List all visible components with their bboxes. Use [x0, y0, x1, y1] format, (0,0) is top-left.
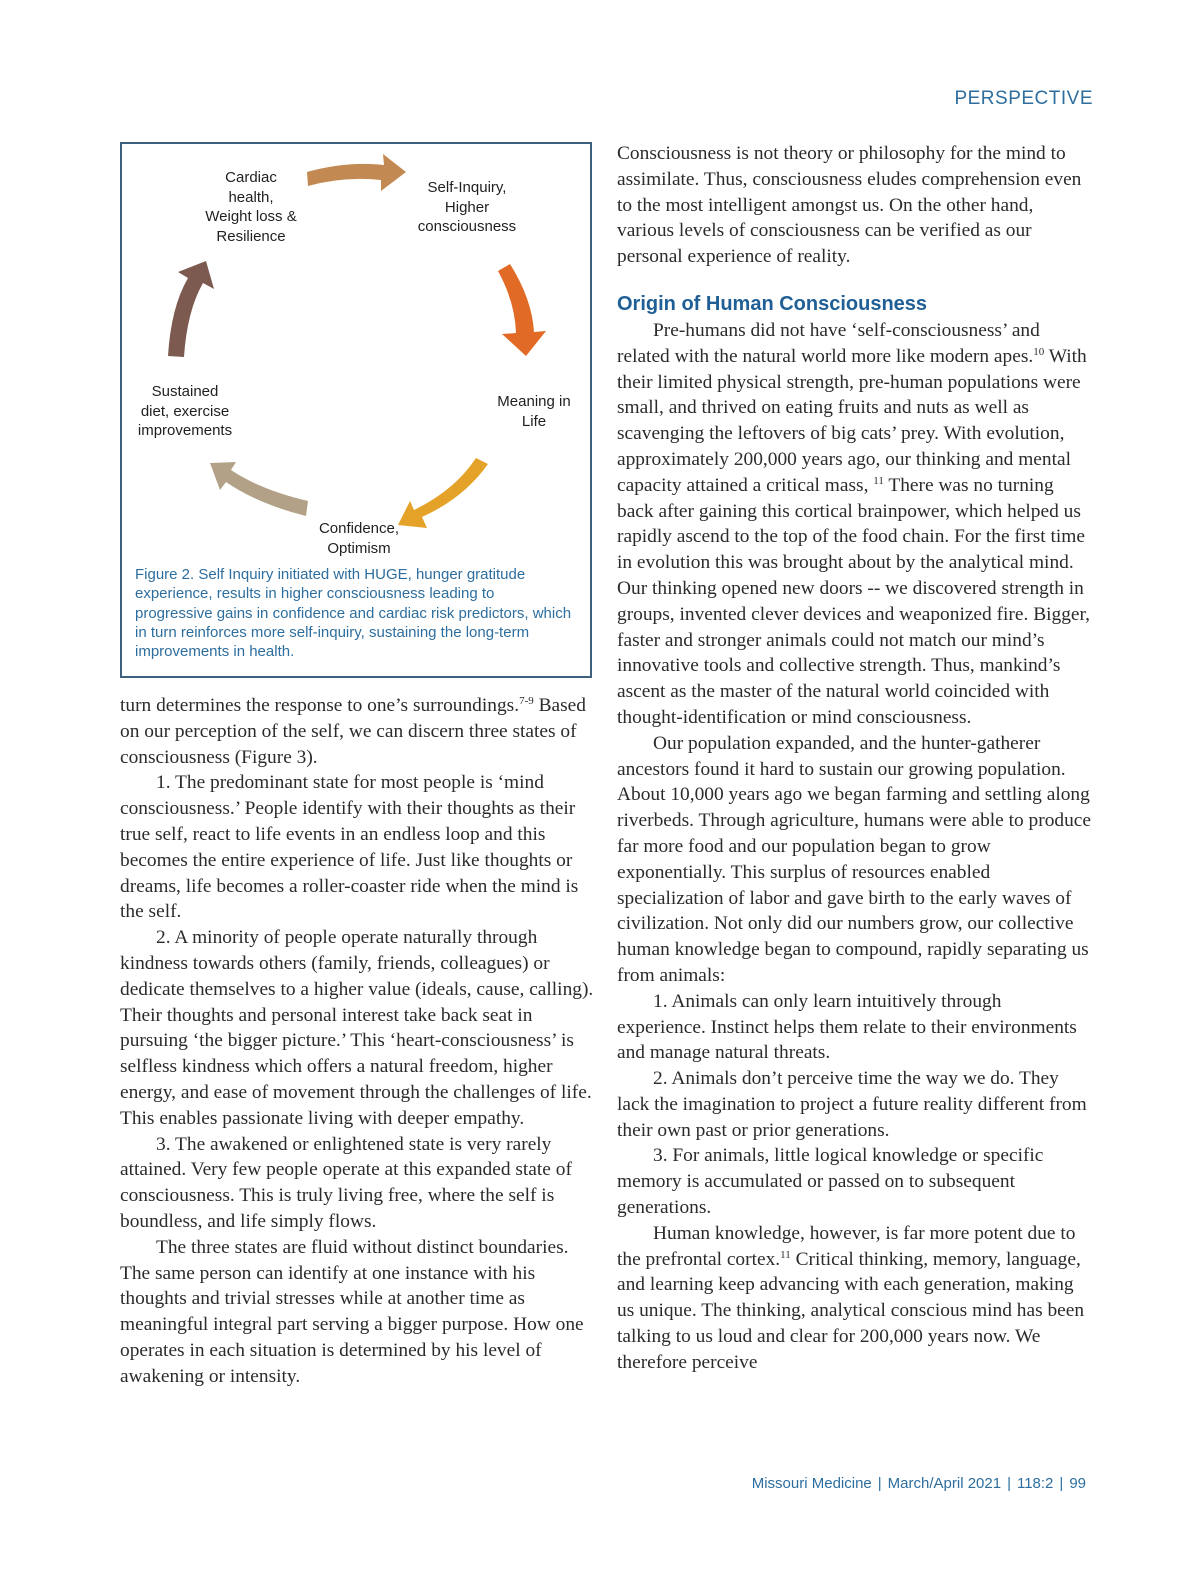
reference-11: 11: [873, 474, 884, 487]
left-paragraph-2: 1. The predominant state for most people is ‘mind consciousness.’ People identify with their thoughts as their true self, react to life events in an endless loop and this becomes the entire experience of life. Just like thoughts or dreams, life becomes a roller-coaster ride when the mind is the self.: [120, 772, 579, 923]
node-confidence: [304, 519, 414, 558]
text-run: Human knowledge, however, is far more potent due to the prefrontal cortex.: [617, 1222, 1076, 1270]
page-number: 99: [1069, 1475, 1086, 1492]
separator: |: [1059, 1475, 1064, 1492]
node-self-inquiry-label: Self-Inquiry, Higher consciousness: [417, 179, 517, 235]
arrow-to-sustained: [210, 462, 308, 516]
section-heading: Origin of Human Consciousness: [617, 292, 928, 315]
separator: |: [1007, 1475, 1011, 1492]
right-paragraph-4: 1. Animals can only learn intuitively through experience. Instinct helps them relate to their environments and manage natural threats.: [617, 990, 1077, 1064]
text-run: Pre-humans did not have ‘self-consciousness’ and related with the natural world more like modern apes.: [617, 319, 1040, 367]
text-run: Critical thinking, memory, language, and learning keep advancing with each generation, making us unique. The thinking, analytical conscious mind has been talking to us loud and clear for 200,000 years now. We therefore perceive: [617, 1248, 1085, 1373]
text-run: There was no turning back after gaining this cortical brainpower, which helped us rapidly ascend to the top of the food chain. For the first time in evolution this was brought about by the analytical mind. Our thinking opened new doors -- we discovered strength in groups, invented clever devices and weaponized fire. Bigger, faster and stronger animals could not match our mind’s innovative tools and collective strength. Thus, mankind’s ascent as the master of the natural world coincided with thought-identification or mind consciousness.: [617, 474, 1091, 728]
figure-caption: Figure 2. Self Inquiry initiated with HUGE, hunger gratitude experience, results in higher consciousness leading to progressive gains in confidence and cardiac risk predictors, which in turn reinforces more self-inquiry, sustaining the long-term improvements in health.: [135, 566, 572, 661]
node-cardiac-health-label: Cardiac health, Weight loss & Resilience: [205, 169, 297, 245]
right-paragraph-2: [617, 318, 1093, 731]
arrow-to-confidence: [398, 458, 488, 528]
text-run: With their limited physical strength, pre-human populations were small, and thrived on eating fruits and nuts as well as scavenging the leftovers of big cats’ prey. With evolution, approximately 200,000 years ago, our thinking and mental capacity attained a critical mass,: [617, 345, 1087, 496]
node-sustained-improvements: [126, 382, 244, 441]
reference-7-9: 7-9: [519, 695, 534, 707]
arrow-to-cardiac: [168, 261, 214, 357]
right-paragraph-5: 2. Animals don’t perceive time the way we do. They lack the imagination to project a future reality different from their own past or prior generations.: [617, 1068, 1087, 1141]
section-label: PERSPECTIVE: [954, 88, 1093, 109]
left-paragraph-1: [120, 693, 595, 770]
separator: |: [877, 1475, 882, 1492]
issue-date: March/April 2021: [887, 1475, 1002, 1492]
left-paragraph-4: 3. The awakened or enlightened state is very rarely attained. Very few people operate at this expanded state of consciousness. This is truly living free, where the self is boundless, and life simply flows.: [120, 1133, 572, 1232]
node-meaning-in-life: [484, 392, 584, 431]
node-self-inquiry: [397, 178, 537, 237]
reference-10: 10: [1033, 345, 1045, 358]
node-meaning-in-life-label: Meaning in Life: [497, 393, 571, 430]
right-paragraph-7: [617, 1221, 1093, 1376]
right-paragraph-1: Consciousness is not theory or philosophy for the mind to assimilate. Thus, consciousness eludes comprehension even to the most intelligent amongst us. On the other hand, various levels of consciousness can be verified as our personal experience of reality.: [617, 143, 1082, 268]
node-confidence-label: Confidence, Optimism: [318, 520, 400, 557]
text-run: Based on our perception of the self, we can discern three states of consciousness (Figure 3).: [120, 695, 586, 768]
arrow-to-meaning: [498, 264, 546, 356]
left-paragraph-3: 2. A minority of people operate naturally through kindness towards others (family, friends, colleagues) or dedicate themselves to a higher value (ideals, cause, calling). Their thoughts and personal interest take back seat in pursuing ‘the bigger picture.’ This ‘heart-consciousness’ is selfless kindness which offers a natural freedom, higher energy, and ease of movement through the challenges of life. This enables passionate living with deeper empathy.: [120, 927, 594, 1129]
figure-2: [120, 142, 592, 678]
node-sustained-improvements-label: Sustained diet, exercise improvements: [137, 383, 233, 439]
left-paragraph-5: The three states are fluid without distinct boundaries. The same person can identify at one instance with his thoughts and trivial stresses while at another time as meaningful integral part serving a bigger purpose. How one operates in each situation is determined by his level of awakening or intensity.: [120, 1236, 584, 1387]
right-paragraph-6: 3. For animals, little logical knowledge or specific memory is accumulated or passed on to subsequent generations.: [617, 1145, 1044, 1219]
text-run: turn determines the response to one’s surroundings.: [120, 695, 520, 716]
reference-11: 11: [780, 1248, 791, 1261]
right-paragraph-3: Our population expanded, and the hunter-gatherer ancestors found it hard to sustain our growing population. About 10,000 years ago we began farming and settling along riverbeds. Through agriculture, humans were able to produce far more food and our population began to grow exponentially. This surplus of resources enabled specialization of labor and gave birth to the early waves of civilization. Not only did our numbers grow, our collective human knowledge began to compound, rapidly separating us from animals:: [617, 732, 1092, 986]
arrow-to-self-inquiry: [307, 154, 406, 191]
page-footer: [752, 1475, 1086, 1492]
node-cardiac-health: [192, 168, 310, 246]
volume-issue: 118:2: [1016, 1475, 1054, 1492]
left-column: [120, 693, 595, 1390]
right-column: [617, 141, 1093, 1376]
journal-name: Missouri Medicine: [751, 1475, 872, 1492]
